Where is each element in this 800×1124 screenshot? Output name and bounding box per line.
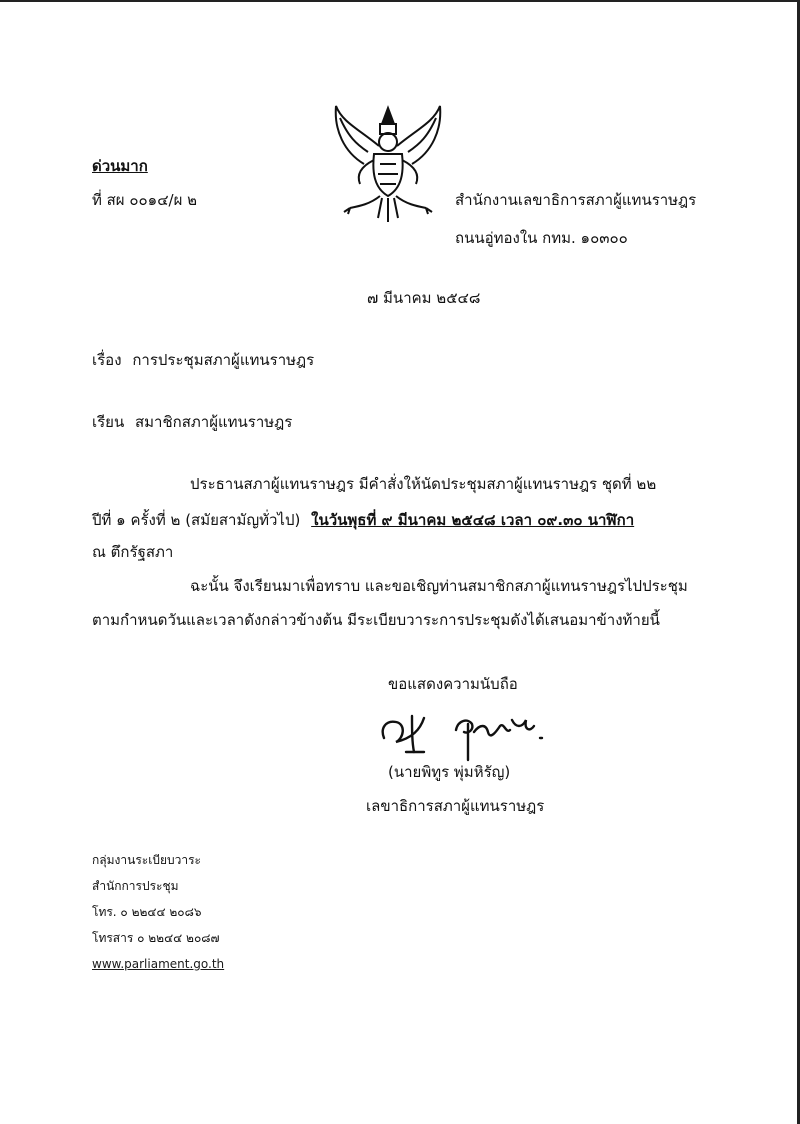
urgency-label: ด่วนมาก xyxy=(92,157,148,175)
body-paragraph-2-line-1: ฉะนั้น จึงเรียนมาเพื่อทราบ และขอเชิญท่านสมาชิกสภาผู้แทนราษฎรไปประชุม xyxy=(190,577,688,595)
body-paragraph-1-line-3: ณ ตึกรัฐสภา xyxy=(92,543,174,561)
subject-label: เรื่อง xyxy=(92,351,122,369)
footer-department: กลุ่มงานระเบียบวาระ xyxy=(92,853,201,867)
recipient-text: สมาชิกสภาผู้แทนราษฎร xyxy=(135,413,293,431)
meeting-datetime: ในวันพุธที่ ๙ มีนาคม ๒๕๔๘ เวลา ๐๙.๓๐ นาฬิกา xyxy=(311,511,635,529)
signature-image xyxy=(372,708,552,764)
footer-fax: โทรสาร ๐ ๒๒๔๔ ๒๐๘๗ xyxy=(92,931,220,945)
subject-line xyxy=(92,350,314,370)
document-date: ๗ มีนาคม ๒๕๔๘ xyxy=(367,289,481,307)
document-number: ที่ สผ ๐๐๑๔/ผ ๒ xyxy=(92,191,198,209)
signer-position: เลขาธิการสภาผู้แทนราษฎร xyxy=(366,797,545,815)
body-paragraph-1-line-2 xyxy=(92,510,634,530)
office-name: สำนักงานเลขาธิการสภาผู้แทนราษฎร xyxy=(455,191,697,209)
subject-text: การประชุมสภาผู้แทนราษฎร xyxy=(132,351,315,369)
closing-salutation: ขอแสดงความนับถือ xyxy=(388,675,518,693)
footer-office: สำนักการประชุม xyxy=(92,879,179,893)
signer-name: (นายพิทูร พุ่มหิรัญ) xyxy=(388,763,511,781)
page-edge-top xyxy=(0,0,800,2)
garuda-emblem-icon xyxy=(330,100,446,226)
website-link[interactable]: www.parliament.go.th xyxy=(92,957,225,971)
office-address: ถนนอู่ทองใน กทม. ๑๐๓๐๐ xyxy=(455,229,628,247)
body-paragraph-2-line-2: ตามกำหนดวันและเวลาดังกล่าวข้างต้น มีระเบียบวาระการประชุมดังได้เสนอมาข้างท้ายนี้ xyxy=(92,611,660,629)
session-info: ปีที่ ๑ ครั้งที่ ๒ (สมัยสามัญทั่วไป) xyxy=(92,511,301,529)
footer-telephone: โทร. ๐ ๒๒๔๔ ๒๐๘๖ xyxy=(92,905,202,919)
body-paragraph-1-line-1: ประธานสภาผู้แทนราษฎร มีคำสั่งให้นัดประชุมสภาผู้แทนราษฎร ชุดที่ ๒๒ xyxy=(190,475,657,493)
recipient-line xyxy=(92,412,292,432)
recipient-label: เรียน xyxy=(92,413,125,431)
